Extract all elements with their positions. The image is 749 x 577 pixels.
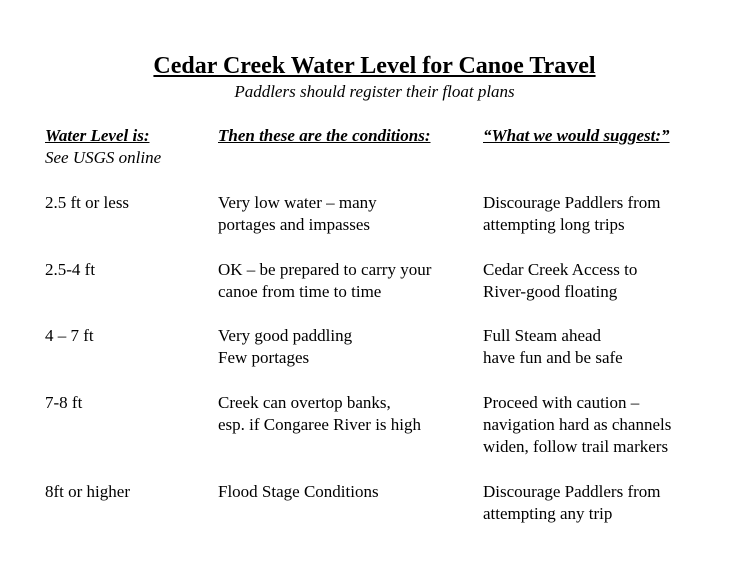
row-level: 8ft or higher [45, 482, 130, 501]
suggestion-line: have fun and be safe [483, 348, 623, 367]
suggestion-line: Discourage Paddlers from [483, 482, 661, 501]
conditions-line: canoe from time to time [218, 282, 382, 301]
row-suggestion [483, 259, 637, 303]
conditions-line: Very good paddling [218, 326, 353, 345]
conditions-line: OK – be prepared to carry your [218, 260, 432, 279]
conditions-line: portages and impasses [218, 215, 371, 234]
suggestion-line: River-good floating [483, 282, 618, 301]
conditions-line: Few portages [218, 348, 310, 367]
suggestion-line: navigation hard as channels [483, 415, 672, 434]
suggestion-line: Proceed with caution – [483, 393, 640, 412]
suggestion-line: attempting long trips [483, 215, 625, 234]
header-water-level: Water Level is: [45, 126, 150, 145]
row-level: 7-8 ft [45, 393, 83, 412]
row-conditions [218, 259, 431, 303]
row-conditions [218, 192, 377, 236]
row-level: 2.5-4 ft [45, 260, 96, 279]
row-suggestion [483, 192, 661, 236]
conditions-line: Very low water – many [218, 193, 377, 212]
row-conditions [218, 325, 352, 369]
row-level: 2.5 ft or less [45, 193, 130, 212]
row-conditions [218, 392, 421, 436]
conditions-line: Flood Stage Conditions [218, 482, 379, 501]
row-suggestion [483, 392, 671, 458]
row-suggestion [483, 325, 623, 369]
row-conditions [218, 481, 379, 503]
row-level: 4 – 7 ft [45, 326, 94, 345]
page-subtitle: Paddlers should register their float plans [234, 82, 515, 101]
suggestion-line: widen, follow trail markers [483, 437, 669, 456]
suggestion-line: Full Steam ahead [483, 326, 602, 345]
header-conditions: Then these are the conditions: [218, 126, 431, 145]
suggestion-line: attempting any trip [483, 504, 613, 523]
page-title: Cedar Creek Water Level for Canoe Travel [153, 53, 596, 79]
conditions-line: esp. if Congaree River is high [218, 415, 422, 434]
header-water-level-note: See USGS online [45, 148, 162, 167]
suggestion-line: Discourage Paddlers from [483, 193, 661, 212]
row-suggestion [483, 481, 661, 525]
suggestion-line: Cedar Creek Access to [483, 260, 638, 279]
conditions-line: Creek can overtop banks, [218, 393, 391, 412]
header-suggestion: “What we would suggest:” [483, 126, 670, 145]
